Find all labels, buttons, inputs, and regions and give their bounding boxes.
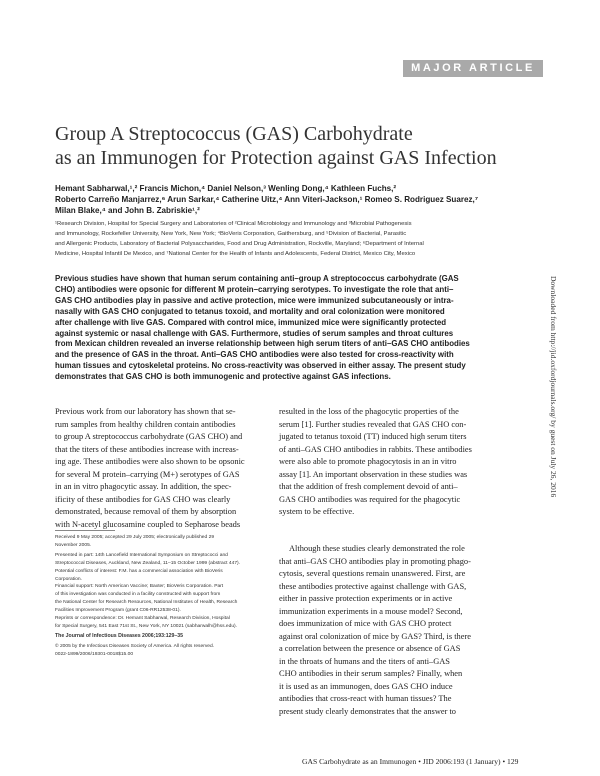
body-line: GAS CHO antibodies was required for the phagocytic [279,494,461,504]
footnote-line: of this investigation was conducted in a facility constructed with support from [55,592,221,598]
title-line: as an Immunogen for Protection against GAS Infection [55,147,497,169]
affiliation-line: Medicine, Hospital Infantil De Mexico, and ⁷National Center for the Health of Infants and Adolescents, Federal District, Mexico City, Mexico [55,251,416,257]
body-column-left [55,406,290,531]
abstract-line: human tissues and cytoskeletal proteins. No cross-reactivity was observed in either assay. The present study [55,361,466,371]
abstract-line: GAS CHO antibodies play in passive and active protection, mice were immunized subcutaneously or intra- [55,295,454,305]
footnote-line: the National Center for Research Resources, National Institutes of Health, Research [55,600,238,606]
footnote-line: Financial support: North American Vaccine; Baxter; BioVeris Corporation. Part [55,584,224,590]
body-line: it is used as an immunogen, does GAS CHO induce [279,681,453,691]
body-line: with N-acetyl glucosamine coupled to Sepharose beads [55,519,241,529]
body-line: resulted in the loss of the phagocytic properties of the [279,407,459,416]
footnote-line: Received 9 May 2005; accepted 29 July 2005; electronically published 29 [55,535,215,540]
body-column-right-bottom [279,543,539,718]
body-line: CHO antibodies in their serum samples? Finally, when [279,669,463,678]
body-line: Although these studies clearly demonstrated the role [289,544,465,553]
page-footer: GAS Carbohydrate as an Immunogen • JID 2006:193 (1 January) • 129 [302,757,519,766]
body-line: were also able to promote phagocytosis in an in vitro [279,457,457,466]
body-line: demonstrated, because removal of them by absorption [55,507,237,516]
body-line: antibodies that cross-react with human tissues? The [279,694,452,703]
download-watermark-text[interactable]: Downloaded from http://jid.oxfordjournals.org/ by guest on July 26, 2016 [549,276,558,498]
abstract-line: from Mexican children revealed an inverse relationship between high serum titers of anti–GAS CHO antibodies [55,339,470,349]
body-line: serum [1]. Further studies revealed that GAS CHO con- [279,419,467,429]
affiliation-line: ¹Research Division, Hospital for Special Surgery and Laboratories of ²Clinical Microbiology and Immunology and ³Microbial Pathogenesis [55,221,412,227]
footnote-line: Potential conflicts of interest: F.M. has a commercial association with BioVeris [55,568,223,574]
body-line: either in passive protection experiments or in active [279,594,453,603]
body-column-right-top [279,406,539,519]
footnote-line: © 2005 by the Infectious Diseases Society of America. All rights reserved. [55,643,215,649]
body-line: in an in vitro phagocytic assay. In addition, the spec- [55,482,232,491]
article-type-banner: MAJOR ARTICLE [403,60,543,77]
author-line: Milan Blake,⁴ and John B. Zabriskie¹,² [55,206,200,216]
body-line: jugated to tetanus toxoid (TT) induced high serum titers [279,432,467,441]
body-line: these antibodies protective against challenge with GAS, [279,581,467,591]
body-line: that anti–GAS CHO antibodies play in promoting phago- [279,556,471,566]
body-line: ing age. These antibodies were also shown to be opsonic [55,457,245,466]
body-line: a correlation between the presence or absence of GAS [279,644,461,653]
abstract [55,274,535,383]
body-line: that the addition of fresh complement devoid of anti– [279,482,458,491]
body-line: for several M protein–carrying (M+) serotypes of GAS [55,469,240,479]
footnote-divider [55,530,115,531]
author-line: Roberto Carreño Manjarrez,⁶ Arun Sarkar,⁴ Catherine Uitz,⁴ Ann Viteri-Jackson,¹ Romeo S. Rodriguez Suarez,⁷ [55,195,479,205]
body-line: does immunization of mice with GAS CHO protect [279,619,452,628]
article-title [55,122,525,170]
footnotes [55,534,277,659]
footnote-line: Streptococcal Diseases, Auckland, New Zealand, 11–15 October 1999 (abstract 447). [55,560,241,566]
abstract-line: nasally with GAS CHO conjugated to tetanus toxoid, and mortality and oral colonization were monitored [55,306,445,316]
affiliation-line: and Allergenic Products, Laboratory of Bacterial Polysaccharides, Food and Drug Administration, Rockville, Maryland; ⁶Department of Internal [55,241,424,247]
author-line: Hemant Sabharwal,¹,² Francis Michon,⁴ Daniel Nelson,³ Wenling Dong,⁴ Kathleen Fuchs,² [55,184,397,193]
body-line: present study clearly demonstrates that the answer to [279,706,456,716]
abstract-line: against systemic or nasal challenge with GAS. Furthermore, studies of serum samples and throat cultures [55,328,454,338]
body-line: system to be effective. [279,507,355,516]
abstract-line: and the presence of GAS in the throat. Anti–GAS CHO antibodies were also tested for cross-reactivity with [55,350,454,360]
affiliations [55,219,535,259]
body-line: against oral colonization of mice by GAS? Third, is there [279,631,471,641]
title-line: Group A Streptococcus (GAS) Carbohydrate [55,123,413,145]
author-list [55,183,535,217]
body-line: to group A streptococcus carbohydrate (GAS CHO) and [55,432,243,441]
body-line: cytosis, several questions remain unanswered. First, are [279,569,466,578]
footnote-line: for Special Surgery, 541 East 71st St., New York, NY 10021 (sabharwalh@hss.edu). [55,623,238,629]
journal-citation: The Journal of Infectious Diseases 2006;193:129–35 [55,632,184,639]
footnote-line: Corporation. [55,576,82,582]
body-line: immunization experiments in a mouse model? Second, [279,606,463,616]
footnote-line: November 2005. [55,542,92,548]
body-line: ificity of these antibodies for GAS CHO was clearly [55,494,231,504]
body-line: in the throats of humans and the titers of anti–GAS [279,656,450,666]
affiliation-line: and Immunology, Rockefeller University, New York, New York; ⁴BioVeris Corporation, Gaithersburg, and ⁵Division of Bacterial, Parasitic [55,231,407,237]
body-line: Previous work from our laboratory has shown that se- [55,407,236,416]
body-line: of anti–GAS CHO antibodies in rabbits. These antibodies [279,444,472,454]
footnote-line: Reprints or correspondence: Dr. Hemant Sabharwal, Research Division, Hospital [55,616,230,622]
body-line: assay [1]. An important observation in these studies was [279,469,468,479]
footnote-line: Facilities Improvement Program (grant C06-RR12538-01). [55,608,181,614]
footnote-line: Presented in part: 14th Lancefield International Symposium on Streptococci and [55,552,228,558]
body-line: rum samples from healthy children contain antibodies [55,419,236,429]
abstract-line: Previous studies have shown that human serum containing anti–group A streptococcus carbohydrate (GAS [55,274,459,283]
download-watermark [546,276,558,656]
abstract-line: CHO) antibodies were opsonic for different M protein–carrying serotypes. To investigate the role that anti– [55,284,454,294]
footnote-line: 0022-1899/2006/19301-0018$15.00 [55,651,134,657]
abstract-line: after challenge with live GAS. Compared with control mice, immunized mice were significantly protected [55,317,447,327]
abstract-line: demonstrates that GAS CHO is both immunogenic and protective against GAS infections. [55,372,391,382]
body-line: that the titers of these antibodies increase with increas- [55,444,239,454]
